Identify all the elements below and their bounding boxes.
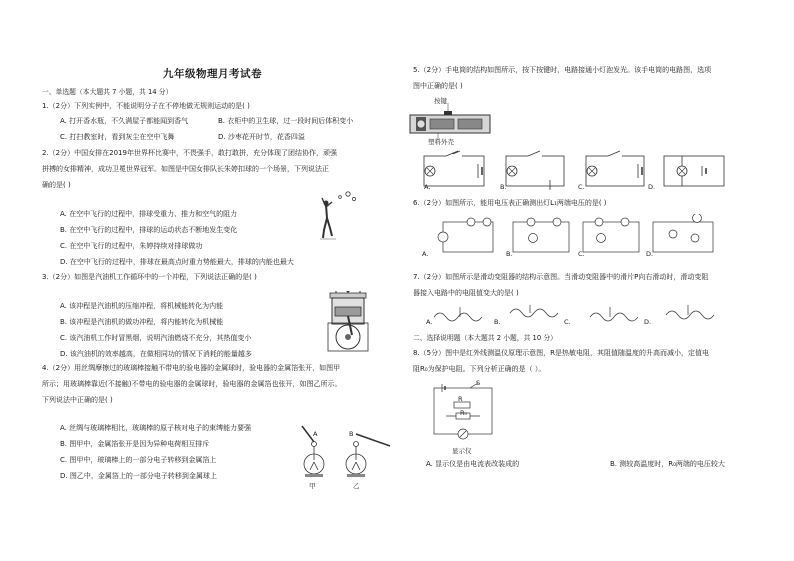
q4-stem-line2: 所示；用玻璃棒靠近(不接触)不带电的验电器的金属球时，验电器的金属箔也张开，如图乙所示。 [42,380,342,388]
exam-title: 九年级物理月考试卷 [163,68,262,80]
q5-option-d: D. [648,183,656,191]
q2-option-c: C. 在空中飞行的过程中，朱婷持续对排球做功 [60,242,203,250]
q4-label-a: A [313,430,318,438]
q5-label-shell: 塑料外壳 [428,138,454,146]
section-heading-2: 二、选择说明题（本大题共 2 小题，共 10 分） [413,334,557,342]
q2-stem-line3: 确的是( ) [42,181,71,189]
q4-option-a: A. 丝绸与玻璃棒相比，玻璃棒的原子核对电子的束缚能力要强 [60,424,252,432]
q4-caption-jia: 甲 [309,482,316,490]
q3-option-a: A. 该冲程是汽油机的压缩冲程，将机械能转化为内能 [60,302,224,310]
q4-option-d: D. 图乙中，金属箔上的一部分电子转移到金属球上 [60,472,217,480]
q1-option-d: D. 沙枣花开时节，花香四溢 [218,133,305,141]
q4-label-b: B [349,430,354,438]
q3-option-b: B. 该冲程是汽油机的做功冲程，将内能转化为机械能 [60,318,224,326]
q1-option-c: C. 打扫教室时，看到灰尘在空中飞舞 [60,133,175,141]
q6-option-d: D. [646,250,654,258]
q8-label-s: S [476,379,481,387]
q5-label-key: 按键 [434,97,447,105]
q3-stem: 3.（2分）如图是汽油机工作循环中的一个冲程，下列说法正确的是( ) [42,273,257,281]
q8-option-b: B. 测较高温度时，R₀两端的电压较大 [610,460,725,468]
q7-option-d: D. [644,318,652,326]
q7-stem-line2: 器接入电路中的电阻值变大的是( ) [413,289,519,297]
q7-option-a: A. [426,318,433,326]
q5-stem-line2: 图中正确的是( ) [413,82,463,90]
q8-option-a: A. 显示仪是由电流表改装成的 [426,460,520,468]
q1-stem: 1.（2分）下列实例中，不能说明分子在不停地做无规则运动的是( ) [42,102,250,110]
q7-stem-line1: 7.（2分）如图所示是滑动变阻器的结构示意图。当滑动变阻器中的滑片P向右滑动时，滑动变阻 [413,273,709,281]
q7-option-b: B. [494,318,501,326]
q6-option-b: B. [506,250,513,258]
q8-stem-line1: 8.（5分）图中是红外线测温仪原理示意图，R是热敏电阻，其阻值随温度的升高而减小，定值电 [413,349,709,357]
engine-stroke-figure [322,291,374,353]
q4-stem-line1: 4.（2分）用丝绸摩擦过的玻璃棒接触不带电的验电器的金属球时，验电器的金属箔张开，如图甲 [42,364,341,372]
section-heading-1: 一、单选题（本大题共 7 小题，共 14 分） [42,88,173,96]
q2-stem-line1: 2.（2分）中国女排在2019年世界杯比赛中，不畏强手，敢打敢拼，充分体现了团结协作，顽强 [42,149,337,157]
q8-label-r: R [458,395,463,403]
q8-stem-line2: 阻R₀为保护电阻。下列分析正确的是（ ）。 [413,365,546,373]
q6-option-c: C. [578,250,585,258]
q2-stem-line2: 拼搏的女排精神，成功卫冕世界冠军。如图是中国女排队长朱婷扣球的一个场景，下列说法正 [42,165,329,173]
q5-circuit-options [420,150,730,190]
q3-option-d: D. 该汽油机的效率越高，在做相同功的情况下消耗的能量越多 [60,350,252,358]
q5-option-c: C. [578,183,585,191]
q1-option-a: A. 打开香水瓶，不久满屋子都能闻到香气 [60,117,189,125]
q8-label-display: 显示仪 [452,447,472,455]
q2-option-d: D. 在空中飞行的过程中，排球在最高点时重力势能最大，排球的内能也最大 [60,258,294,266]
q4-stem-line3: 下列说法中正确的是( ) [42,396,113,404]
q5-stem-line1: 5.（2分）手电筒的结构如图所示，按下按键时，电路接通小灯泡发光。该手电筒的电路图，选项 [413,66,712,74]
q8-label-r0: R₀ [460,409,468,417]
q5-option-a: A. [424,183,431,191]
volleyball-player-figure [318,190,362,240]
q4-option-b: B. 图甲中，金属箔张开是因为异种电荷相互排斥 [60,440,210,448]
q3-option-c: C. 该汽油机工作时冒黑烟，说明汽油燃烧不充分，其热值变小 [60,334,252,342]
q4-caption-yi: 乙 [353,482,360,490]
q4-option-c: C. 图甲中，玻璃棒上的一部分电子转移到金属箔上 [60,456,217,464]
q2-option-b: B. 在空中飞行的过程中，排球的运动状态不断地发生变化 [60,226,238,234]
q7-rheostat-options [430,303,730,327]
q2-option-a: A. 在空中飞行的过程中，排球受重力、推力和空气的阻力 [60,210,238,218]
q6-stem: 6.（2分）如图所示，能用电压表正确测出灯L₁两端电压的是( ) [413,199,607,207]
q6-option-a: A. [422,250,429,258]
q7-option-c: C. [564,318,571,326]
q5-option-b: B. [500,183,507,191]
q1-option-b: B. 衣柜中的卫生球，过一段时间后体积变小 [218,117,354,125]
